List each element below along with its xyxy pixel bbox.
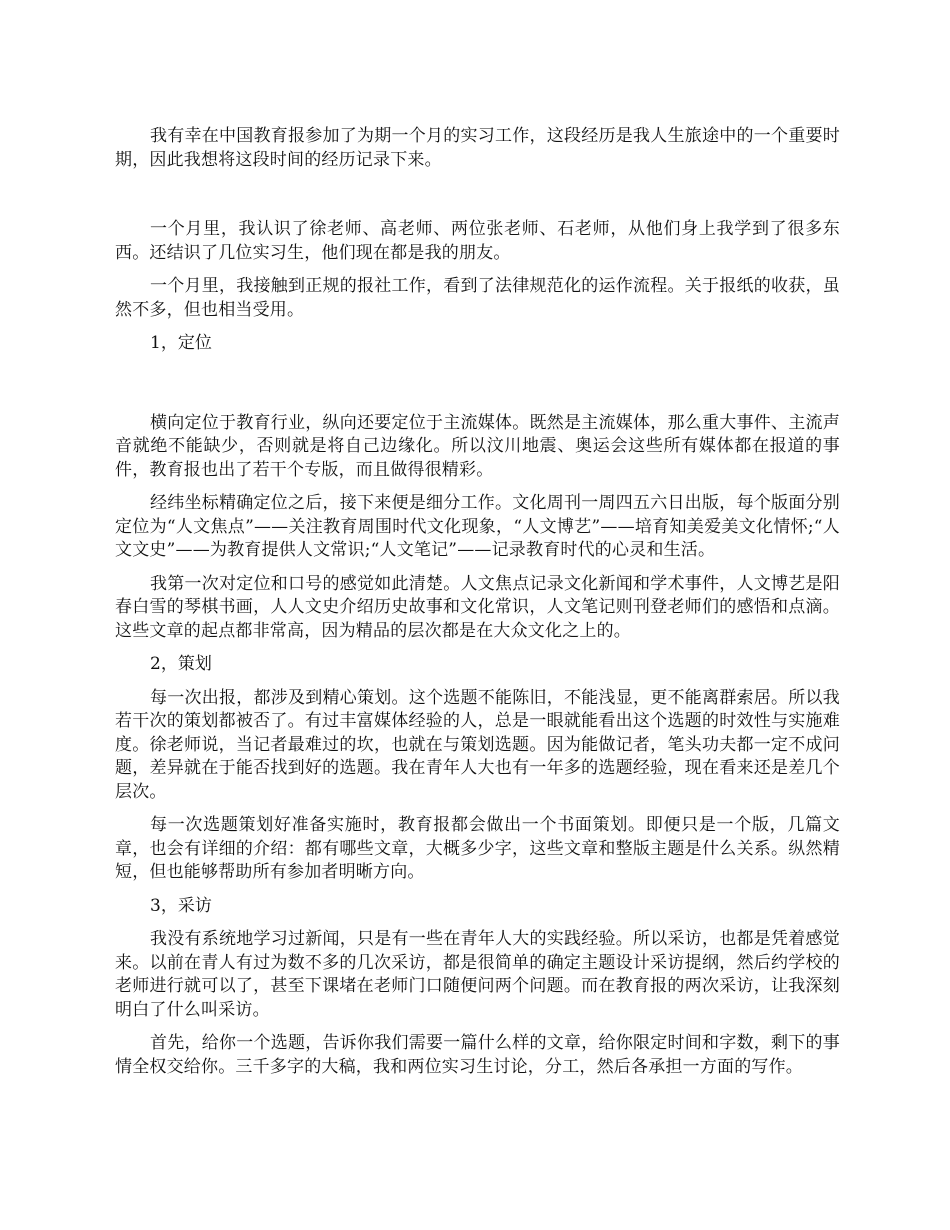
paragraph-positioning-3: 我第一次对定位和口号的感觉如此清楚。人文焦点记录文化新闻和学术事件，人文博艺是阳春白雪的琴棋书画，人人文史介绍历史故事和文化常识，人文笔记则刊登老师们的感悟和点滴。这些文章的起点都非常高，因为精品的层次都是在大众文化之上的。	[115, 573, 840, 641]
paragraph-planning-2: 每一次选题策划好准备实施时，教育报都会做出一个书面策划。即便只是一个版，几篇文章，也会有详细的介绍：都有哪些文章，大概多少字，这些文章和整版主题是什么关系。纵然精短，但也能够帮助所有参加者明晰方向。	[115, 815, 840, 882]
paragraph-intro: 我有幸在中国教育报参加了为期一个月的实习工作，这段经历是我人生旅途中的一个重要时期，因此我想将这段时间的经历记录下来。	[115, 126, 840, 170]
section-heading-positioning: 1，定位	[150, 333, 212, 353]
section-heading-planning: 2，策划	[150, 654, 212, 674]
paragraph-positioning-2: 经纬坐标精确定位之后，接下来便是细分工作。文化周刊一周四五六日出版，每个版面分别定位为“人文焦点”——关注教育周围时代文化现象，“人文博艺”——培育知美爱美文化情怀;“人文文史”——为教育提供人文常识;“人文笔记”——记录教育时代的心灵和生活。	[115, 493, 840, 560]
document-page	[115, 125, 840, 1089]
paragraph-interview-1: 我没有系统地学习过新闻，只是有一些在青年人大的实践经验。所以采访，也都是凭着感觉来。以前在青人有过为数不多的几次采访，都是很简单的确定主题设计采访提纲，然后约学校的老师进行就可以了，甚至下课堵在老师门口随便问两个问题。而在教育报的两次采访，让我深刻明白了什么叫采访。	[115, 929, 840, 1020]
section-heading-interview: 3，采访	[150, 895, 212, 916]
paragraph-planning-1: 每一次出报，都涉及到精心策划。这个选题不能陈旧，不能浅显，更不能离群索居。所以我若干次的策划都被否了。有过丰富媒体经验的人，总是一眼就能看出这个选题的时效性与实施难度。徐老师说，当记者最难过的坎，也就在与策划选题。因为能做记者，笔头功夫都一定不成问题，差异就在于能否找到好的选题。我在青年人大也有一年多的选题经验，现在看来还是差几个层次。	[115, 687, 840, 802]
paragraph-interview-2: 首先，给你一个选题，告诉你我们需要一篇什么样的文章，给你限定时间和字数，剩下的事情全权交给你。三千多字的大稿，我和两位实习生讨论，分工，然后各承担一方面的写作。	[115, 1033, 840, 1077]
paragraph-newspaper-work: 一个月里，我接触到正规的报社工作，看到了法律规范化的运作流程。关于报纸的收获，虽然不多，但也相当受用。	[115, 276, 840, 320]
paragraph-positioning-1: 横向定位于教育行业，纵向还要定位于主流媒体。既然是主流媒体，那么重大事件、主流声音就绝不能缺少，否则就是将自己边缘化。所以汶川地震、奥运会这些所有媒体都在报道的事件，教育报也出了若干个专版，而且做得很精彩。	[115, 412, 840, 480]
paragraph-teachers: 一个月里，我认识了徐老师、高老师、两位张老师、石老师，从他们身上我学到了很多东西。还结识了几位实习生，他们现在都是我的朋友。	[115, 219, 840, 263]
